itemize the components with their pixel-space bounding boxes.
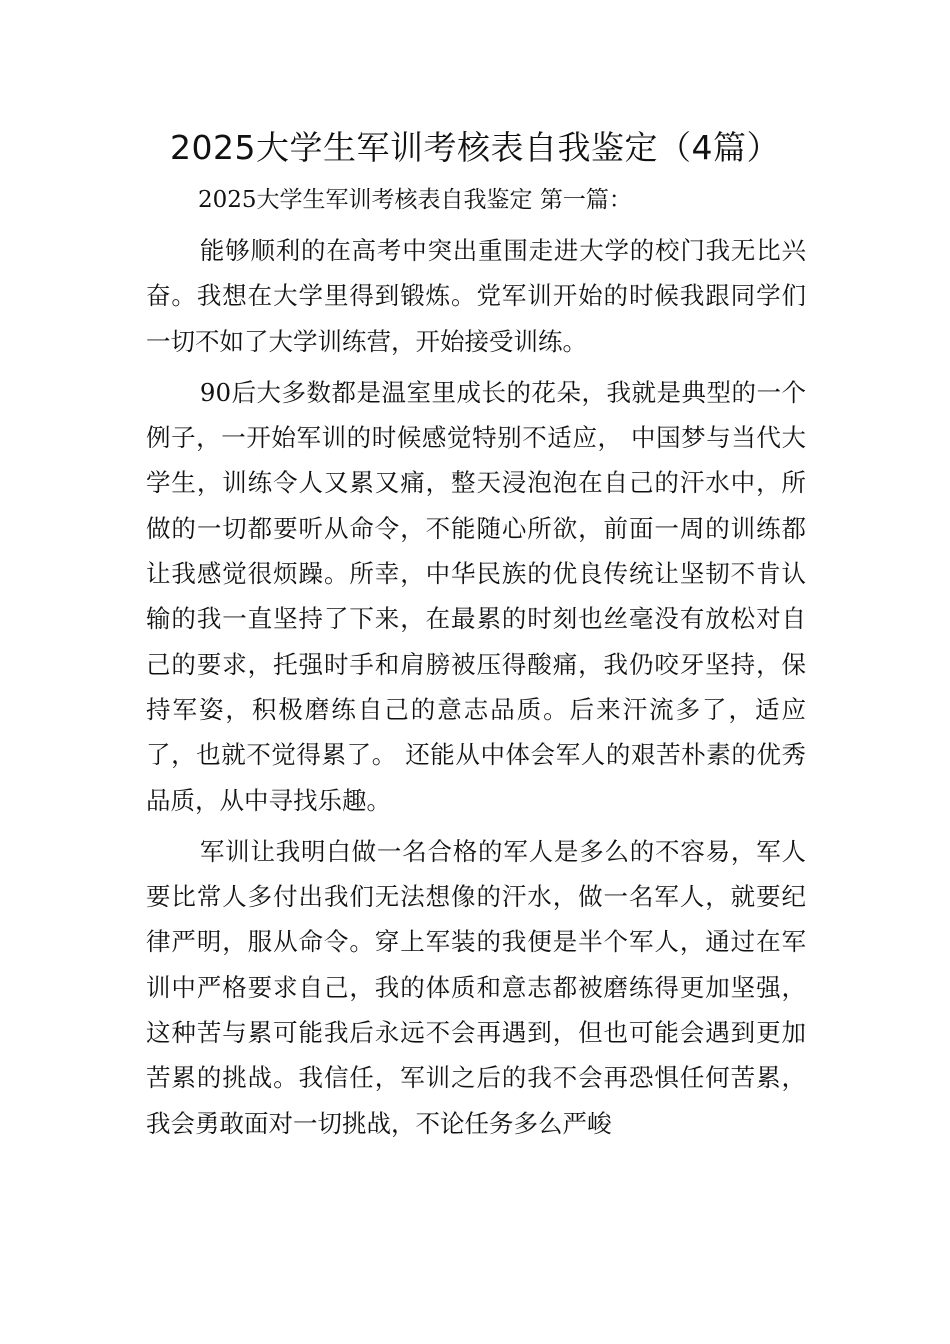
paragraph-3: 军训让我明白做一名合格的军人是多么的不容易，军人要比常人多付出我们无法想像的汗水，做一名军人，就要纪律严明，服从命令。穿上军装的我便是半个军人，通过在军训中严格要求自己，我的体质和意志都被磨练得更加坚强，这种苦与累可能我后永远不会再遇到，但也可能会遇到更加苦累的挑战。我信任，军训之后的我不会再恐惧任何苦累，我会勇敢面对一切挑战，不论任务多么严峻: [146, 836, 806, 1138]
paragraph-2: 90后大多数都是温室里成长的花朵，我就是典型的一个例子，一开始军训的时候感觉特别不适应， 中国梦与当代大学生，训练令人又累又痛，整天浸泡泡在自己的汗水中，所做的一切都要听从命令，不能随心所欲，前面一周的训练都让我感觉很烦躁。所幸，中华民族的优良传统让坚韧不肯认输的我一直坚持了下来，在最累的时刻也丝毫没有放松对自己的要求，托强时手和肩膀被压得酸痛，我仍咬牙坚持，保持军姿，积极磨练自己的意志品质。后来汗流多了，适应了，也就不觉得累了。 还能从中体会军人的艰苦朴素的优秀品质，从中寻找乐趣。: [146, 377, 806, 815]
paragraph-1: 能够顺利的在高考中突出重围走进大学的校门我无比兴奋。我想在大学里得到锻炼。党军训开始的时候我跟同学们一切不如了大学训练营，开始接受训练。: [146, 236, 806, 356]
section-heading: 2025大学生军训考核表自我鉴定 第一篇：: [198, 187, 632, 213]
document-title: 2025大学生军训考核表自我鉴定（4篇）: [170, 128, 780, 167]
document-body: [146, 228, 806, 1152]
